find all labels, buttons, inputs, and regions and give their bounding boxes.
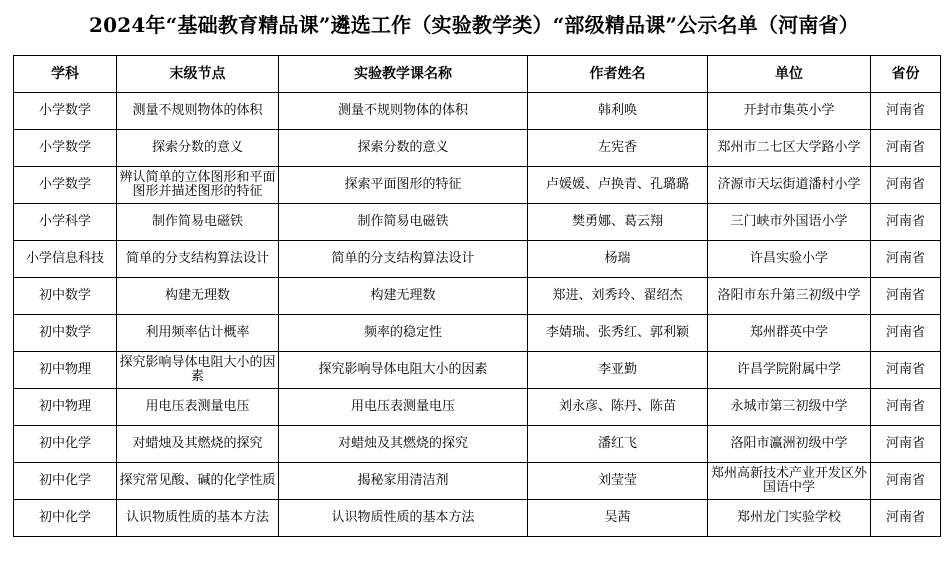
cell-province: 河南省 [871,389,941,426]
cell-final-node: 简单的分支结构算法设计 [117,241,279,278]
cell-final-node: 制作简易电磁铁 [117,204,279,241]
cell-institution: 三门峡市外国语小学 [708,204,871,241]
table-row [14,130,941,167]
cell-authors: 韩利唤 [528,93,708,130]
cell-institution: 永城市第三初级中学 [708,389,871,426]
cell-subject: 小学数学 [14,93,117,130]
header-lesson-name: 实验教学课名称 [279,56,528,93]
cell-lesson-name: 频率的稳定性 [279,315,528,352]
cell-subject: 初中数学 [14,315,117,352]
table-row [14,426,941,463]
cell-institution: 开封市集英小学 [708,93,871,130]
cell-province: 河南省 [871,130,941,167]
table-header-row [14,56,941,93]
cell-subject: 小学科学 [14,204,117,241]
cell-final-node: 辨认简单的立体图形和平面图形并描述图形的特征 [117,167,279,204]
cell-authors: 李婧瑞、张秀红、郭利颖 [528,315,708,352]
cell-authors: 刘永彦、陈丹、陈苗 [528,389,708,426]
cell-province: 河南省 [871,204,941,241]
table-body [14,93,941,537]
cell-subject: 初中数学 [14,278,117,315]
cell-province: 河南省 [871,278,941,315]
cell-institution: 洛阳市瀛洲初级中学 [708,426,871,463]
cell-authors: 卢媛媛、卢换青、孔璐璐 [528,167,708,204]
cell-province: 河南省 [871,352,941,389]
cell-final-node: 探索分数的意义 [117,130,279,167]
cell-final-node: 认识物质性质的基本方法 [117,500,279,537]
cell-subject: 初中化学 [14,500,117,537]
cell-province: 河南省 [871,167,941,204]
cell-lesson-name: 对蜡烛及其燃烧的探究 [279,426,528,463]
header-institution: 单位 [708,56,871,93]
table-row [14,93,941,130]
cell-final-node: 构建无理数 [117,278,279,315]
cell-province: 河南省 [871,93,941,130]
document-title: 2024年“基础教育精品课”遴选工作（实验教学类）“部级精品课”公示名单（河南省） [89,13,859,37]
cell-final-node: 探究常见酸、碱的化学性质 [117,463,279,500]
header-subject: 学科 [14,56,117,93]
table-row [14,278,941,315]
cell-province: 河南省 [871,463,941,500]
cell-province: 河南省 [871,241,941,278]
table-row [14,241,941,278]
cell-subject: 初中物理 [14,389,117,426]
cell-authors: 左宪香 [528,130,708,167]
cell-lesson-name: 认识物质性质的基本方法 [279,500,528,537]
cell-province: 河南省 [871,426,941,463]
table-row [14,167,941,204]
cell-institution: 洛阳市东升第三初级中学 [708,278,871,315]
table-row [14,389,941,426]
cell-final-node: 对蜡烛及其燃烧的探究 [117,426,279,463]
cell-subject: 小学数学 [14,167,117,204]
table-row [14,315,941,352]
cell-final-node: 利用频率估计概率 [117,315,279,352]
table-row [14,500,941,537]
cell-province: 河南省 [871,315,941,352]
cell-final-node: 用电压表测量电压 [117,389,279,426]
cell-institution: 济源市天坛街道潘村小学 [708,167,871,204]
cell-authors: 李亚勤 [528,352,708,389]
cell-subject: 初中物理 [14,352,117,389]
cell-subject: 小学数学 [14,130,117,167]
cell-lesson-name: 简单的分支结构算法设计 [279,241,528,278]
cell-institution: 许昌学院附属中学 [708,352,871,389]
cell-institution: 许昌实验小学 [708,241,871,278]
cell-authors: 潘红飞 [528,426,708,463]
cell-subject: 初中化学 [14,426,117,463]
table-row [14,463,941,500]
cell-lesson-name: 探究影响导体电阻大小的因素 [279,352,528,389]
cell-lesson-name: 探索分数的意义 [279,130,528,167]
cell-authors: 杨瑞 [528,241,708,278]
cell-authors: 樊勇娜、葛云翔 [528,204,708,241]
cell-lesson-name: 构建无理数 [279,278,528,315]
header-authors: 作者姓名 [528,56,708,93]
table-row [14,204,941,241]
cell-final-node: 测量不规则物体的体积 [117,93,279,130]
publicity-list-table [13,55,941,537]
cell-institution: 郑州龙门实验学校 [708,500,871,537]
cell-authors: 刘莹莹 [528,463,708,500]
header-province: 省份 [871,56,941,93]
cell-lesson-name: 用电压表测量电压 [279,389,528,426]
cell-subject: 初中化学 [14,463,117,500]
cell-province: 河南省 [871,500,941,537]
cell-final-node: 探究影响导体电阻大小的因素 [117,352,279,389]
cell-lesson-name: 制作简易电磁铁 [279,204,528,241]
cell-subject: 小学信息科技 [14,241,117,278]
header-final-node: 末级节点 [117,56,279,93]
cell-institution: 郑州高新技术产业开发区外国语中学 [708,463,871,500]
cell-lesson-name: 揭秘家用清洁剂 [279,463,528,500]
cell-institution: 郑州群英中学 [708,315,871,352]
cell-lesson-name: 测量不规则物体的体积 [279,93,528,130]
table-row [14,352,941,389]
cell-authors: 吴茜 [528,500,708,537]
cell-lesson-name: 探索平面图形的特征 [279,167,528,204]
cell-authors: 郑进、刘秀玲、翟绍杰 [528,278,708,315]
cell-institution: 郑州市二七区大学路小学 [708,130,871,167]
